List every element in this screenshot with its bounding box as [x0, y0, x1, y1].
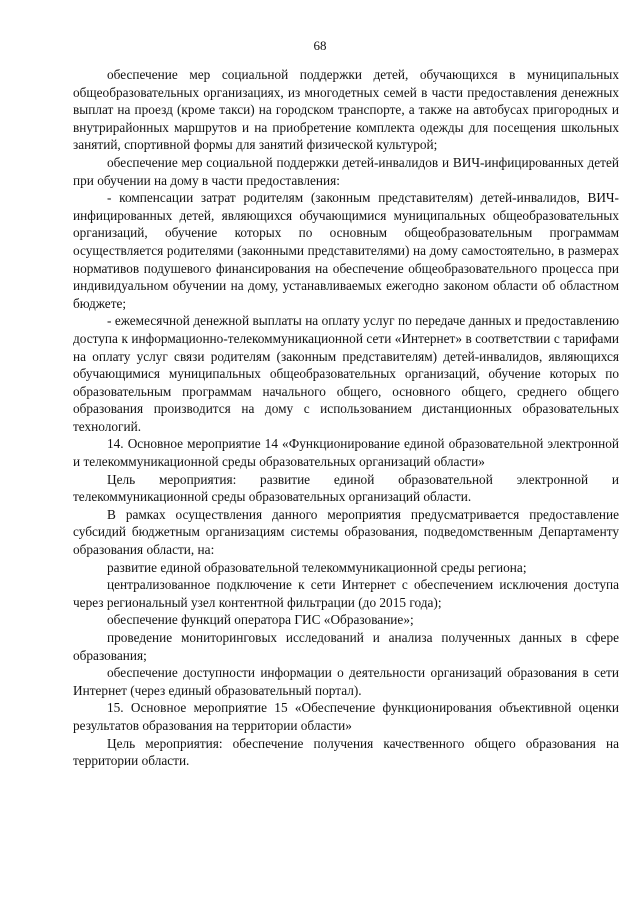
paragraph: - компенсации затрат родителям (законным представителям) детей-инвалидов, ВИЧ-инфицированных детей, являющихся обучающимися муниципальных общеобразовательных организаций, обучение которых по основным общеобразовательным программам осуществляется родителями (законными представителями) на дому самостоятельно, в размерах нормативов подушевого финансирования на обеспечение общеобразовательного процесса при индивидуальном обучении на дому, устанавливаемых ежегодно законом области об областном бюджете; — [73, 190, 619, 311]
paragraph: 15. Основное мероприятие 15 «Обеспечение функционирования объективной оценки результатов образования на территории области» — [73, 700, 619, 733]
paragraph: обеспечение функций оператора ГИС «Образование»; — [107, 612, 414, 628]
paragraph: В рамках осуществления данного мероприятия предусматривается предоставление субсидий бюджетным организациям системы образования, подведомственным Департаменту образования области, на: — [73, 506, 619, 558]
paragraph: Цель мероприятия: обеспечение получения качественного общего образования на территории области. — [73, 735, 619, 769]
paragraph: Цель мероприятия: развитие единой образовательной электронной и телекоммуникационной среды образовательных организаций области. — [73, 471, 619, 505]
paragraph: централизованное подключение к сети Интернет с обеспечением исключения доступа через региональный узел контентной фильтрации (до 2015 года); — [73, 577, 619, 610]
paragraph: проведение мониторинговых исследований и анализа полученных данных в сфере образования; — [73, 630, 619, 663]
document-body — [73, 66, 619, 770]
paragraph: обеспечение доступности информации о деятельности организаций образования в сети Интернет (через единый образовательный портал). — [73, 665, 619, 698]
paragraph: - ежемесячной денежной выплаты на оплату услуг по передаче данных и предоставлению доступа к информационно-телекоммуникационной сети «Интернет» в соответствии с тарифами на оплату услуг связи родителям (законным представителям) детей-инвалидов, являющихся обучающимися муниципальных общеобразовательных организаций, обучение которых по образовательным программам начального общего, основного общего, среднего общего образования производится на дому с использованием дистанционных образовательных технологий. — [73, 313, 619, 434]
paragraph: 14. Основное мероприятие 14 «Функционирование единой образовательной электронной и телекоммуникационной среды образовательных организаций области» — [73, 436, 619, 470]
paragraph: развитие единой образовательной телекоммуникационной среды региона; — [107, 559, 527, 575]
paragraph: обеспечение мер социальной поддержки детей-инвалидов и ВИЧ-инфицированных детей при обучении на дому в части предоставления: — [73, 154, 619, 188]
paragraph: обеспечение мер социальной поддержки детей, обучающихся в муниципальных общеобразовательных организациях, из многодетных семей в части предоставления денежных выплат на проезд (кроме такси) на городском транспорте, а также на автобусах пригородных и внутрирайонных маршрутов и на приобретение комплекта одежды для посещения школьных занятий, спортивной формы для занятий физической культурой; — [73, 67, 619, 153]
page-number: 68 — [313, 38, 327, 53]
